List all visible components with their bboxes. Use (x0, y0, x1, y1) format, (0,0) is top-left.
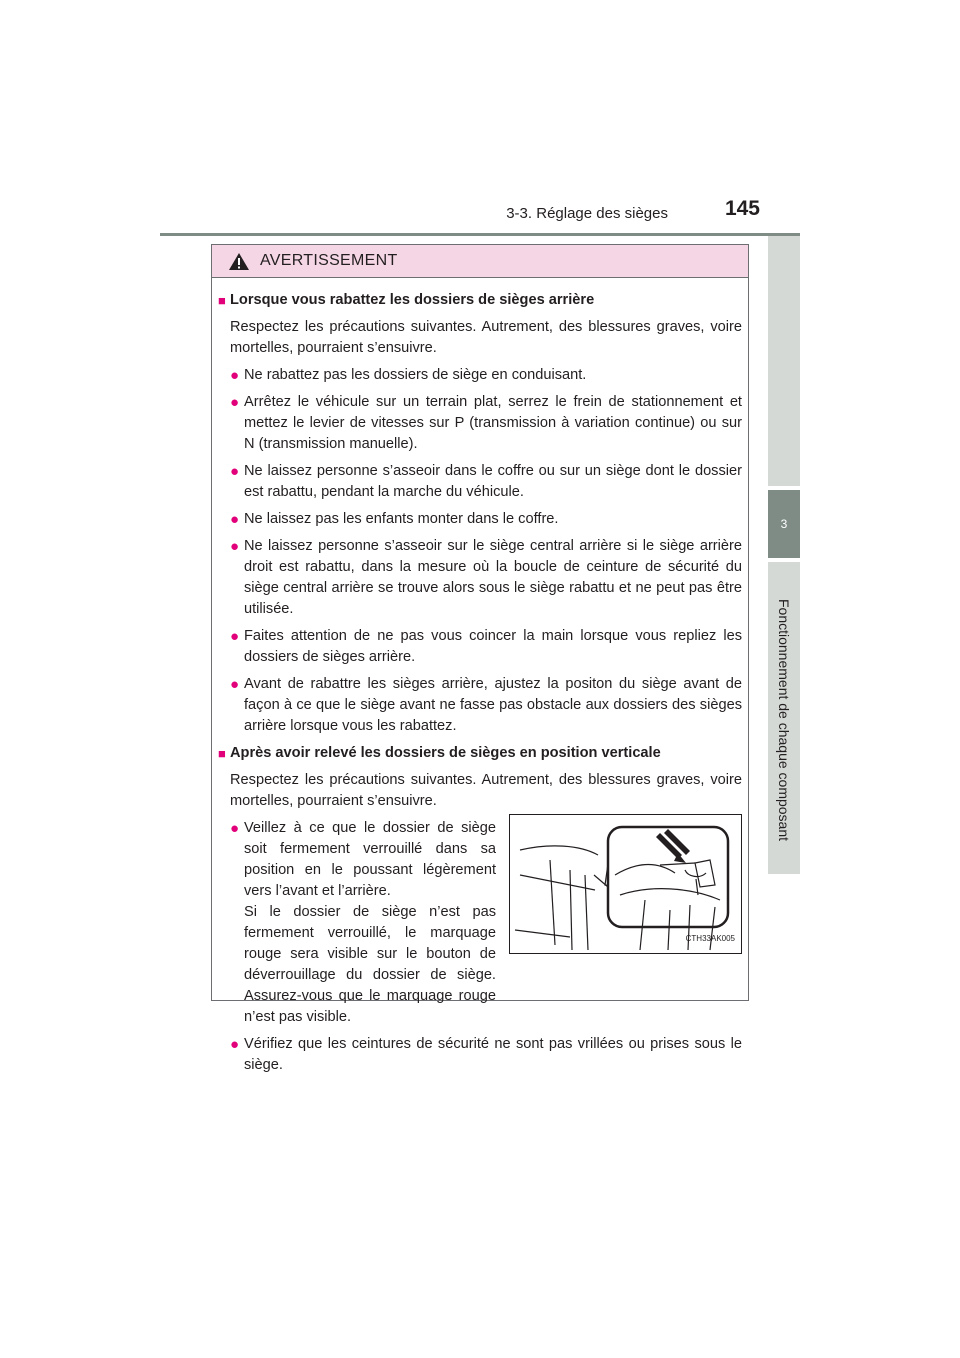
list-item (230, 1034, 742, 1076)
list-item (230, 674, 742, 737)
list-item-text-b: Si le dossier de siège n’est pas fermement verrouillé, le marquage rouge sera visible sur le bouton de déverrouillage du dossier de siège. Assurez-vous que le marquage rouge n’est pas visible. (244, 904, 496, 1025)
warning-box (211, 244, 749, 1073)
list-item (230, 392, 742, 455)
intro-text: Respectez les précautions suivantes. Autrement, des blessures graves, voire mortelles, pourraient s’ensuivre. (230, 772, 742, 809)
header-divider (160, 233, 800, 236)
bullet-dot-icon: ● (230, 538, 240, 555)
figure-row (218, 818, 742, 1034)
section-title: 3-3. Réglage des sièges (506, 205, 668, 222)
bullet-dot-icon: ● (230, 628, 240, 645)
section-heading (218, 290, 742, 311)
bullet-dot-icon: ● (230, 820, 240, 837)
list-item (230, 365, 742, 386)
list-item (230, 818, 496, 1028)
bullet-dot-icon: ● (230, 367, 240, 384)
warning-triangle-icon (228, 252, 250, 271)
warning-body (212, 278, 748, 1076)
list-item-text: Faites attention de ne pas vous coincer la main lorsque vous repliez les dossiers de sièges arrière. (244, 628, 742, 665)
list-item (230, 461, 742, 503)
list-item (230, 626, 742, 668)
chapter-number: 3 (780, 517, 788, 531)
bullet-dot-icon: ● (230, 1036, 240, 1053)
list-item-text: Ne laissez pas les enfants monter dans le coffre. (244, 511, 559, 527)
list-item-text: Ne rabattez pas les dossiers de siège en conduisant. (244, 367, 587, 383)
square-bullet-icon: ■ (218, 746, 226, 761)
bullet-dot-icon: ● (230, 511, 240, 528)
list-item-text: Ne laissez personne s’asseoir dans le coffre ou sur un siège dont le dossier est rabattu, pendant la marche du véhicule. (244, 463, 742, 500)
warning-title: AVERTISSEMENT (260, 252, 398, 269)
list-item-text: Ne laissez personne s’asseoir sur le siège central arrière si le siège arrière droit est rabattu, dans la mesure où la boucle de ceinture de sécurité du siège central arrière se trouve alors sous le siège rabattu et ne peut pas être utilisée. (244, 538, 742, 617)
bullet-dot-icon: ● (230, 394, 240, 411)
section-heading-text: Lorsque vous rabattez les dossiers de sièges arrière (230, 292, 595, 308)
chapter-tab[interactable] (768, 490, 800, 558)
section-heading (218, 743, 742, 764)
list-item-text (244, 818, 496, 1028)
intro-text: Respectez les précautions suivantes. Autrement, des blessures graves, voire mortelles, pourraient s’ensuivre. (230, 319, 742, 356)
seat-illustration (509, 814, 742, 954)
figure-code: CTH33AK005 (685, 934, 735, 943)
page-number: 145 (724, 197, 760, 220)
square-bullet-icon: ■ (218, 293, 226, 308)
list-item-text-a: Veillez à ce que le dossier de siège soit fermement verrouillé dans sa position en le poussant légèrement vers l’avant et l’arrière. (244, 820, 496, 899)
section-heading-text: Après avoir relevé les dossiers de sièges en position verticale (230, 745, 661, 761)
list-item (230, 536, 742, 620)
list-item-text: Avant de rabattre les sièges arrière, ajustez la positon du siège avant de façon à ce que le siège avant ne fasse pas obstacle aux dossiers des sièges arrière lorsque vous les rabattez. (244, 676, 742, 734)
list-item-text: Vérifiez que les ceintures de sécurité ne sont pas vrillées ou prises sous le siège. (244, 1036, 742, 1073)
side-strip-upper (768, 236, 800, 486)
chapter-label: Fonctionnement de chaque composant (776, 598, 792, 842)
list-item (230, 509, 742, 530)
list-item-text: Arrêtez le véhicule sur un terrain plat, serrez le frein de stationnement et mettez le levier de vitesses sur P (transmission à variation continue) ou sur N (transmission manuelle). (244, 394, 742, 452)
bullet-dot-icon: ● (230, 463, 240, 480)
warning-header (212, 245, 748, 278)
bullet-dot-icon: ● (230, 676, 240, 693)
